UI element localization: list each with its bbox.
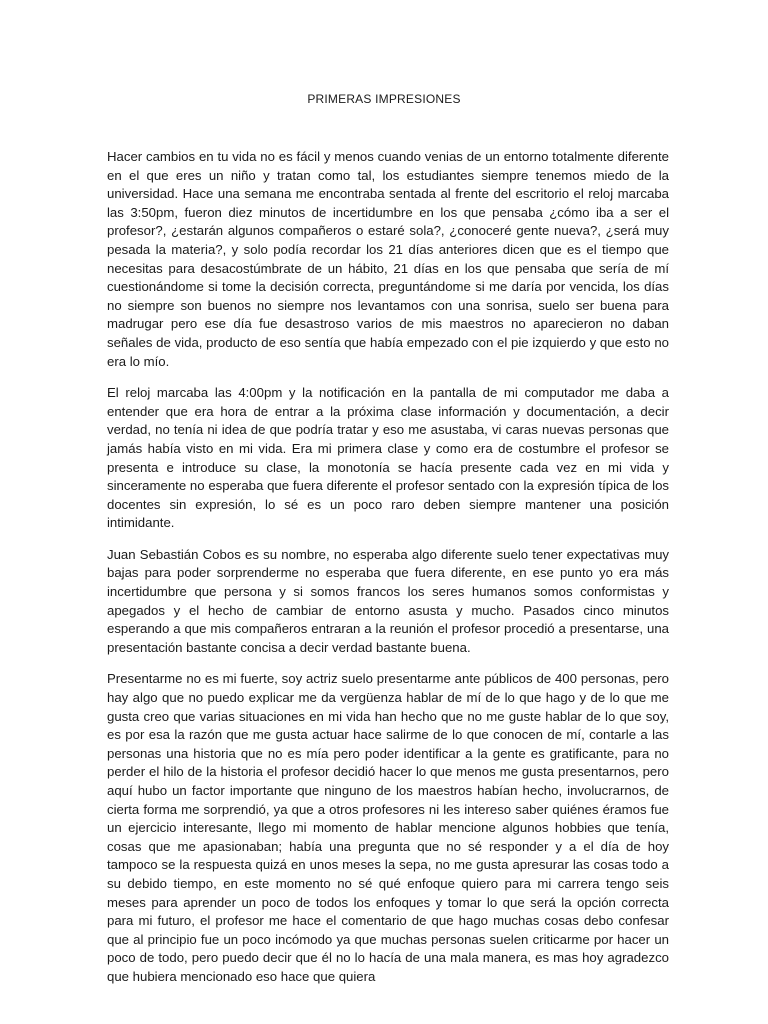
document-title: PRIMERAS IMPRESIONES <box>307 92 461 106</box>
paragraph-4: Presentarme no es mi fuerte, soy actriz suelo presentarme ante públicos de 400 personas, pero hay algo que no puedo explicar me da vergüenza hablar de mí de lo que hago y de lo que me gusta creo que varias situaciones en mi vida han hecho que no me guste hablar de lo que soy, es por esa la razón que me gusta actuar hace salirme de lo que conocen de mí, contarle a las personas una historia que no es mía pero poder identificar a la gente es gratificante, para no perder el hilo de la historia el profesor decidió hacer lo que menos me gusta presentarnos, pero aquí hubo un factor importante que ninguno de los maestros habían hecho, involucrarnos, de cierta forma me sorprendió, ya que a otros profesores ni les intereso saber quiénes éramos fue un ejercicio interesante, llego mi momento de hablar mencione algunos hobbies que tenía, cosas que me apasionaban; había una pregunta que no sé responder y a el día de hoy tampoco se la respuesta quizá en unos meses la sepa, no me gusta apresurar las cosas todo a su debido tiempo, en este momento no sé qué enfoque quiero para mi carrera tengo seis meses para aprender un poco de todos los enfoques y tomar lo que será la opción correcta para mi futuro, el profesor me hace el comentario de que hago muchas cosas debo confesar que al principio fue un poco incómodo ya que muchas personas suelen criticarme por hacer un poco de todo, pero puedo decir que él no lo hacía de una mala manera, es mas hoy agradezco que hubiera mencionado eso hace que quiera <box>107 671 669 984</box>
paragraph-1: Hacer cambios en tu vida no es fácil y menos cuando venias de un entorno totalmente diferente en el que eres un niño y tratan como tal, los estudiantes siempre tenemos miedo de la universidad. Hace una semana me encontraba sentada al frente del escritorio el reloj marcaba las 3:50pm, fueron diez minutos de incertidumbre en los que pensaba ¿cómo iba a ser el profesor?, ¿estarán algunos compañeros o estaré sola?, ¿conoceré gente nueva?, ¿será muy pesada la materia?, y solo podía recordar los 21 días anteriores dicen que es el tiempo que necesitas para desacostúmbrate de un hábito, 21 días en los que pensaba que sería de mí cuestionándome si tome la decisión correcta, preguntándome si me daría por vencida, los días no siempre son buenos no siempre nos levantamos con una sonrisa, suelo ser buena para madrugar pero ese día fue desastroso varios de mis maestros no aparecieron no daban señales de vida, producto de eso sentía que había empezado con el pie izquierdo y que esto no era lo mío. <box>107 149 669 369</box>
paragraph-3: Juan Sebastián Cobos es su nombre, no esperaba algo diferente suelo tener expectativas muy bajas para poder sorprenderme no esperaba que fuera diferente, en ese punto yo era más incertidumbre que persona y si somos francos los seres humanos somos conformistas y apegados y el hecho de cambiar de entorno asusta y mucho. Pasados cinco minutos esperando a que mis compañeros entraran a la reunión el profesor procedió a presentarse, una presentación bastante concisa a decir verdad bastante buena. <box>107 546 669 655</box>
paragraph-2: El reloj marcaba las 4:00pm y la notificación en la pantalla de mi computador me daba a entender que era hora de entrar a la próxima clase información y documentación, a decir verdad, no tenía ni idea de que podría tratar y eso me asustaba, vi caras nuevas personas que jamás había visto en mi vida. Era mi primera clase y como era de costumbre el profesor se presenta e introduce su clase, la monotonía se hacía presente cada vez en mi vida y sinceramente no esperaba que fuera diferente el profesor sentado con la expresión típica de los docentes sin expresión, lo sé es un poco raro deben siempre mantener una posición intimidante. <box>107 385 669 531</box>
document-body <box>107 148 669 1000</box>
